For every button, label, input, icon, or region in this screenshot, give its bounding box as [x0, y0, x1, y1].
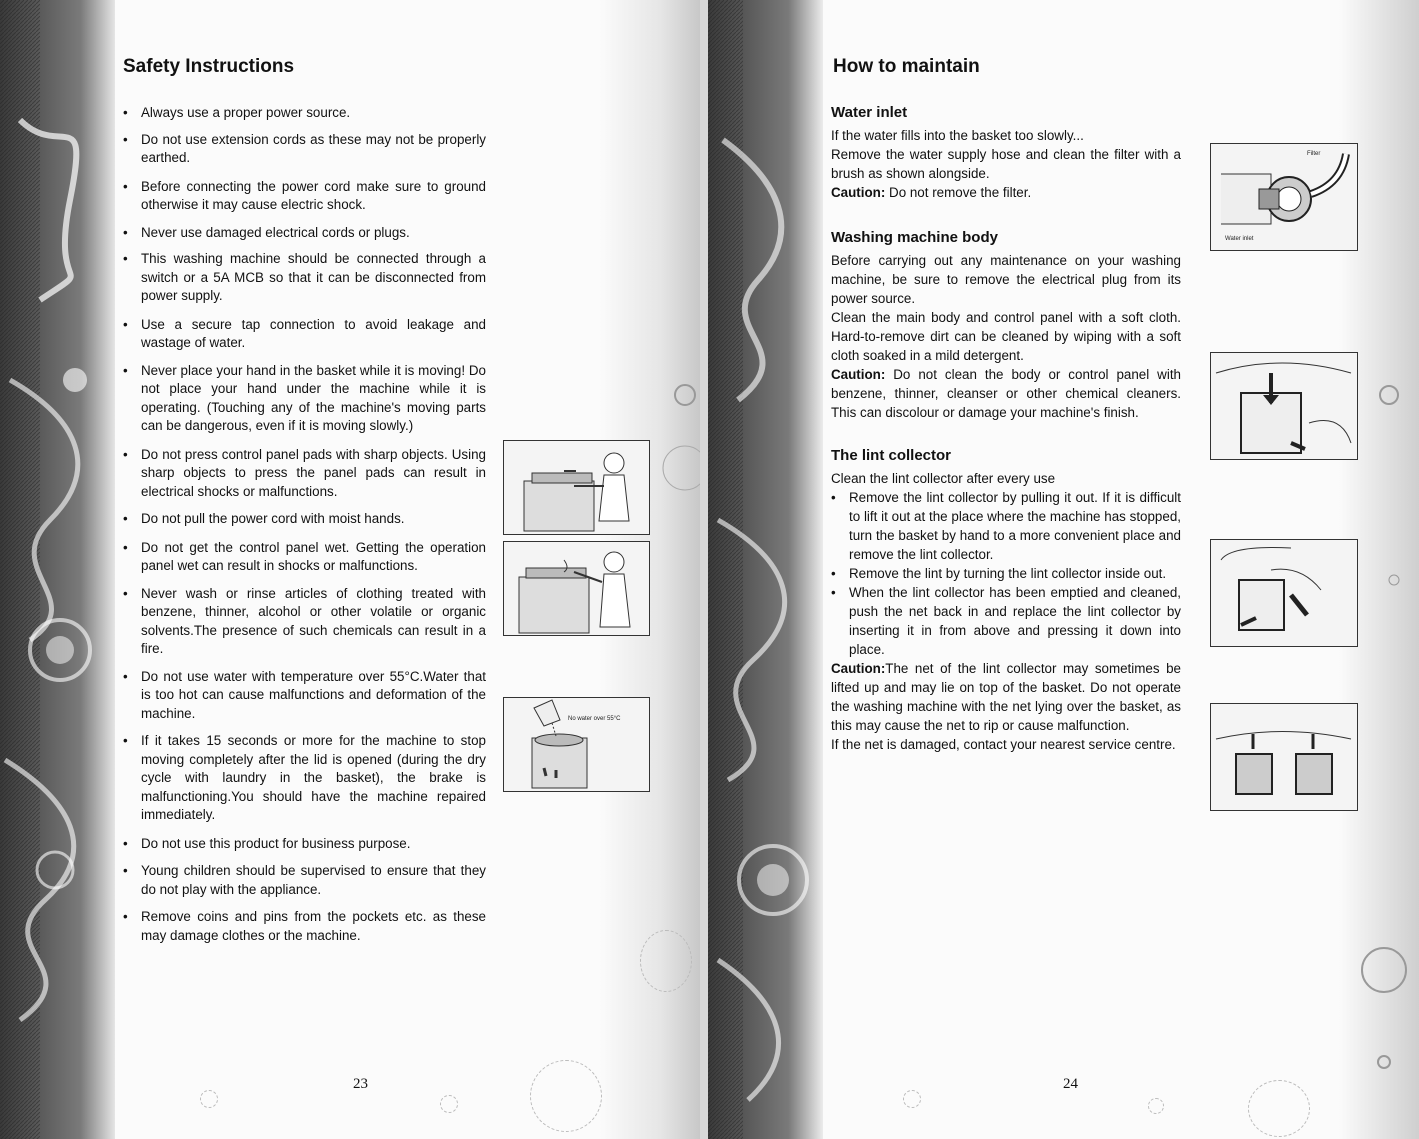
list-item: • Never wash or rinse articles of clothing treated with benzene, thinner, alcohol or other volatile or organic solvents.The presence of such chemicals can result in a fire. — [123, 585, 486, 659]
list-item: • If it takes 15 seconds or more for the machine to stop moving completely after the lid is opened (during the dry cycle with laundry in the basket), the brake is malfunctioning.You should have the machine repaired immediately. — [123, 732, 486, 825]
paragraph: Remove the water supply hose and clean the filter with a brush as shown alongside. — [831, 147, 1181, 181]
list-item: • Remove the lint by turning the lint collector inside out. — [831, 564, 1181, 583]
list-item: • Never use damaged electrical cords or plugs. — [123, 224, 486, 243]
list-item: • Use a secure tap connection to avoid leakage and wastage of water. — [123, 316, 486, 353]
paragraph: Clean the lint collector after every use — [831, 471, 1056, 486]
wet-panel-illustration — [503, 541, 650, 636]
paragraph: If the net is damaged, contact your nearest service centre. — [831, 737, 1176, 752]
page-title: How to maintain — [833, 56, 980, 77]
filter-illustration — [1210, 143, 1358, 251]
lint-replace-illustration — [1210, 703, 1358, 811]
list-item: • Do not get the control panel wet. Getting the operation panel wet can result in shocks or malfunctions. — [123, 539, 486, 576]
decorative-circle — [200, 1090, 218, 1108]
list-item: • Before connecting the power cord make sure to ground otherwise it may cause electric shock. — [123, 178, 486, 215]
list-item: • This washing machine should be connected through a switch or a 5A MCB so that it can be disconnected from power supply. — [123, 250, 486, 306]
paragraph: If the water fills into the basket too slowly... — [831, 128, 1084, 143]
caution-label: Caution: — [831, 367, 886, 382]
decorative-circle — [903, 1090, 921, 1108]
paragraph: Clean the main body and control panel with a soft cloth. Hard-to-remove dirt can be cleaned by wiping with a soft cloth soaked in a mild detergent. — [831, 310, 1181, 363]
list-item: • Do not press control panel pads with sharp objects. Using sharp objects to press the panel pads can result in electrical shocks or malfunctions. — [123, 446, 486, 502]
decorative-circle — [530, 1060, 602, 1132]
list-item: • Do not pull the power cord with moist hands. — [123, 510, 486, 529]
list-item: • Remove coins and pins from the pockets etc. as these may damage clothes or the machine. — [123, 908, 486, 945]
lint-remove-illustration — [1210, 539, 1358, 647]
caution-label: Caution: — [831, 185, 886, 200]
lint-collector-section — [831, 446, 1181, 754]
caution-note — [831, 183, 1181, 202]
list-item: • Never place your hand in the basket while it is moving! Do not place your hand under the machine while it is operating. (Touching any of the machine's moving parts can be dangerous, even if it is moving slowly.) — [123, 362, 486, 436]
machine-body-section — [831, 228, 1181, 422]
list-item: • Do not use this product for business purpose. — [123, 835, 486, 854]
list-item: • Young children should be supervised to ensure that they do not play with the appliance. — [123, 862, 486, 899]
paragraph: Before carrying out any maintenance on your washing machine, be sure to remove the electrical plug from its power source. — [831, 253, 1181, 306]
list-item: • When the lint collector has been emptied and cleaned, push the net back in and replace the lint collector by inserting it in from above and pressing it down into place. — [831, 583, 1181, 659]
left-decorative-border — [0, 0, 115, 1139]
list-item: • Always use a proper power source. — [123, 104, 486, 123]
decorative-circle — [640, 930, 692, 992]
figure-caption: Water inlet — [1225, 236, 1254, 242]
sharp-object-illustration — [503, 440, 650, 535]
right-page — [708, 0, 1419, 1139]
right-decorative-border — [708, 0, 823, 1139]
section-heading: The lint collector — [831, 447, 952, 464]
list-item: • Do not use water with temperature over 55°C.Water that is too hot can cause malfunctions and deformation of the machine. — [123, 668, 486, 724]
caution-note — [831, 365, 1181, 422]
safety-list — [123, 104, 486, 954]
caution-label: Caution: — [831, 661, 886, 676]
caution-text: Do not remove the filter. — [885, 185, 1032, 200]
caution-text: The net of the lint collector may sometimes be lifted up and may lie on top of the basket. Do not operate the washing machine with the net lying over the basket, as this may cause the net to rip or cause malfunction. — [831, 661, 1181, 733]
water-inlet-section — [831, 103, 1181, 202]
section-heading: Washing machine body — [831, 229, 998, 246]
list-item: • Remove the lint collector by pulling it out. If it is difficult to lift it out at the place where the machine has stopped, turn the basket by hand to a more convenient place and remove the lint collector. — [831, 488, 1181, 564]
book-spine — [700, 0, 708, 1139]
decorative-circle — [1248, 1080, 1310, 1137]
hot-water-illustration — [503, 697, 650, 792]
page-title: Safety Instructions — [123, 56, 295, 77]
figure-caption: No water over 55°C — [568, 716, 621, 722]
caution-note — [831, 659, 1181, 735]
page-number: 23 — [353, 1076, 368, 1092]
figure-caption: Filter — [1307, 151, 1321, 157]
decorative-circle — [440, 1095, 458, 1113]
section-heading: Water inlet — [831, 104, 908, 121]
page-number: 24 — [1063, 1076, 1078, 1092]
body-cleaning-illustration — [1210, 352, 1358, 460]
caution-text: Do not clean the body or control panel with benzene, thinner, cleanser or other chemical cleaners. This can discolour or damage your machine's finish. — [831, 367, 1181, 420]
left-page — [0, 0, 700, 1139]
decorative-circle — [1148, 1098, 1164, 1114]
list-item: • Do not use extension cords as these may not be properly earthed. — [123, 131, 486, 168]
lint-steps-list — [831, 488, 1181, 659]
